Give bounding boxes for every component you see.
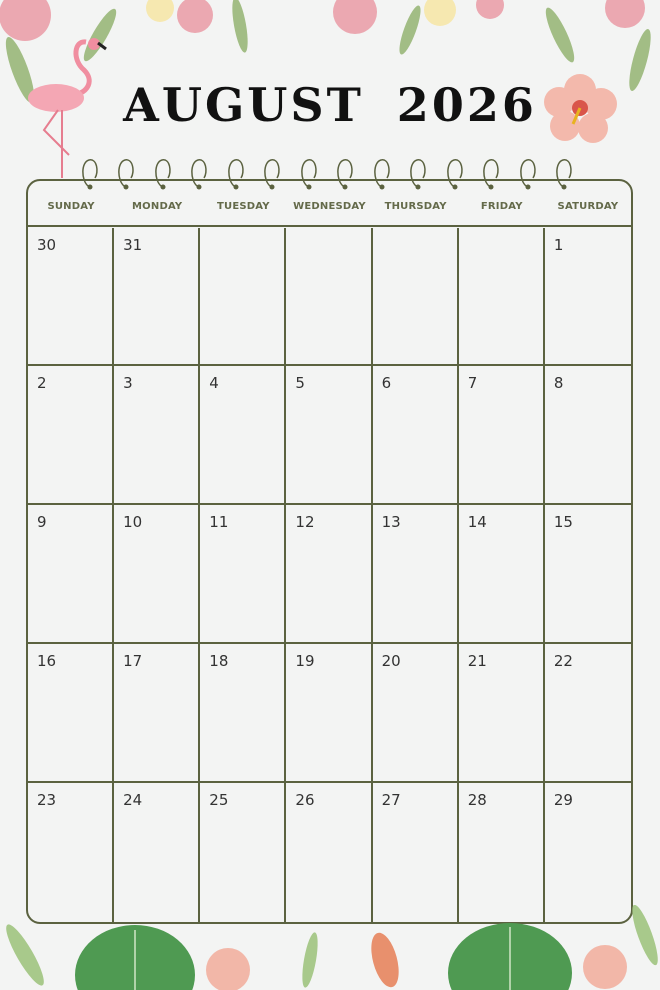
- day-cell[interactable]: [545, 505, 631, 644]
- day-cell[interactable]: [114, 366, 200, 505]
- day-cell[interactable]: [28, 783, 114, 922]
- day-cell[interactable]: [28, 228, 114, 367]
- day-number: 21: [467, 652, 487, 671]
- day-cell[interactable]: [200, 505, 286, 644]
- weekday-monday: MONDAY: [132, 201, 183, 212]
- day-cell[interactable]: [286, 505, 372, 644]
- day-number: 5: [295, 374, 305, 393]
- day-cell[interactable]: [114, 783, 200, 922]
- day-number: 9: [37, 513, 47, 532]
- day-cell[interactable]: [545, 644, 631, 783]
- day-number: 29: [553, 791, 573, 810]
- day-cell[interactable]: [545, 366, 631, 505]
- day-cell[interactable]: [373, 505, 459, 644]
- day-number: 24: [123, 791, 143, 810]
- weekday-header-row: [28, 181, 631, 227]
- day-number: 26: [295, 791, 315, 810]
- day-number: 6: [381, 374, 392, 393]
- day-number: 30: [37, 235, 57, 254]
- day-cell[interactable]: [28, 505, 114, 644]
- day-number: 13: [381, 513, 401, 532]
- day-number: 14: [467, 513, 487, 532]
- day-cell[interactable]: [459, 644, 545, 783]
- day-cell[interactable]: [286, 366, 372, 505]
- day-number: 12: [295, 513, 315, 532]
- weekday-wednesday: WEDNESDAY: [293, 201, 366, 212]
- calendar-grid-frame: [26, 179, 633, 924]
- day-number: 16: [37, 652, 57, 671]
- day-number: 2: [37, 374, 47, 393]
- day-number: 22: [553, 652, 573, 671]
- day-cell[interactable]: [200, 783, 286, 922]
- day-cell[interactable]: [114, 505, 200, 644]
- day-cell[interactable]: [459, 505, 545, 644]
- day-cell[interactable]: [200, 228, 286, 367]
- date-grid: [28, 228, 631, 923]
- day-number: 27: [381, 791, 401, 810]
- weekday-sunday: SUNDAY: [47, 201, 95, 212]
- day-cell[interactable]: [200, 366, 286, 505]
- day-cell[interactable]: [459, 228, 545, 367]
- day-number: 17: [123, 652, 143, 671]
- day-cell[interactable]: [200, 644, 286, 783]
- day-number: 28: [467, 791, 487, 810]
- weekday-friday: FRIDAY: [480, 201, 523, 212]
- day-number: 10: [123, 513, 143, 532]
- day-cell[interactable]: [545, 228, 631, 367]
- day-cell[interactable]: [373, 644, 459, 783]
- day-cell[interactable]: [114, 644, 200, 783]
- day-number: 15: [553, 513, 573, 532]
- day-number: 4: [209, 374, 219, 393]
- day-cell[interactable]: [545, 783, 631, 922]
- day-number: 11: [209, 513, 229, 532]
- day-cell[interactable]: [373, 228, 459, 367]
- day-cell[interactable]: [373, 366, 459, 505]
- day-number: 3: [123, 374, 133, 393]
- calendar-title: AUGUST 2026: [123, 78, 537, 132]
- day-cell[interactable]: [286, 644, 372, 783]
- day-number: 25: [209, 791, 229, 810]
- day-number: 18: [209, 652, 229, 671]
- day-number: 19: [295, 652, 315, 671]
- day-cell[interactable]: [28, 366, 114, 505]
- day-cell[interactable]: [286, 228, 372, 367]
- day-cell[interactable]: [28, 644, 114, 783]
- day-number: 7: [467, 374, 478, 393]
- day-number: 23: [37, 791, 57, 810]
- day-cell[interactable]: [373, 783, 459, 922]
- day-number: 8: [553, 374, 564, 393]
- weekday-tuesday: TUESDAY: [217, 201, 270, 212]
- weekday-saturday: SATURDAY: [557, 201, 619, 212]
- day-cell[interactable]: [459, 783, 545, 922]
- day-number: 1: [553, 235, 564, 254]
- day-cell[interactable]: [114, 228, 200, 367]
- day-number: 31: [123, 235, 143, 254]
- day-cell[interactable]: [459, 366, 545, 505]
- day-number: 20: [381, 652, 401, 671]
- day-cell[interactable]: [286, 783, 372, 922]
- weekday-thursday: THURSDAY: [384, 201, 447, 212]
